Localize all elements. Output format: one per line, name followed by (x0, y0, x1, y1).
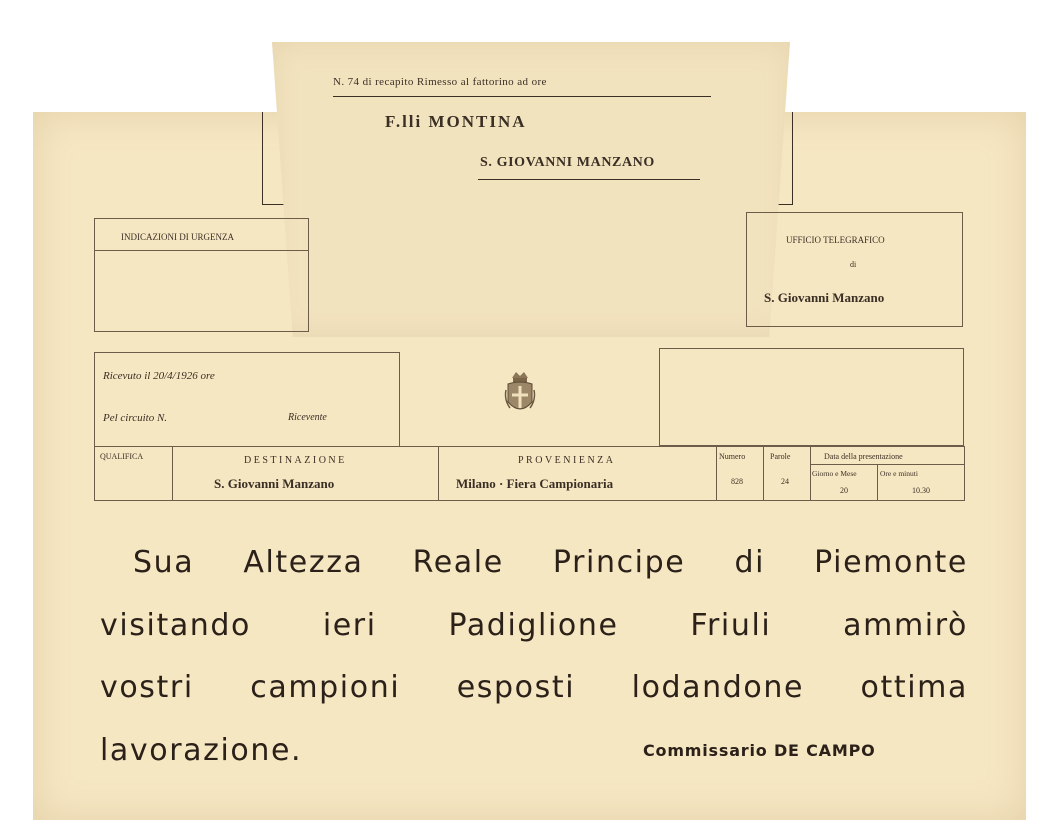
message-line-2: visitando ieri Padiglione Friuli ammirò (100, 608, 968, 643)
receiver-line: Ricevente (288, 412, 327, 423)
blank-box (659, 348, 964, 446)
office-di: di (850, 260, 857, 269)
office-place: S. Giovanni Manzano (764, 290, 885, 305)
sender-underline (478, 179, 700, 180)
received-line: Ricevuto il 20/4/1926 ore (103, 370, 215, 382)
message-line-4: lavorazione. (100, 733, 303, 768)
parole-label: Parole (770, 452, 791, 461)
provenienza-value: Milano · Fiera Campionaria (456, 476, 614, 491)
office-label: UFFICIO TELEGRAFICO (786, 235, 885, 245)
receipt-box (94, 352, 400, 447)
office-box (746, 212, 963, 327)
envelope-right-edge (792, 112, 793, 204)
destinazione-label: DESTINAZIONE (244, 455, 347, 466)
message-line-3: vostri campioni esposti lodandone ottima (100, 670, 968, 705)
sender-place: S. GIOVANNI MANZANO (480, 155, 655, 170)
crest-icon (504, 368, 536, 420)
parole-value: 24 (781, 477, 789, 486)
numero-value: 828 (731, 477, 743, 486)
envelope-left-edge (262, 112, 263, 204)
circuit-line: Pel circuito N. (103, 412, 168, 424)
provenienza-label: PROVENIENZA (518, 455, 616, 466)
sender-name: F.lli MONTINA (385, 112, 527, 131)
numero-label: Numero (719, 452, 746, 461)
ore-label: Ore e minuti (880, 469, 918, 478)
recapito-line: N. 74 di recapito Rimesso al fattorino ad ore (333, 76, 547, 88)
qualifica-label: QUALIFICA (100, 452, 144, 461)
data-label: Data della presentazione (824, 452, 903, 461)
destinazione-value: S. Giovanni Manzano (214, 476, 335, 491)
signature: Commissario DE CAMPO (643, 741, 876, 760)
giorno-label: Giorno e Mese (812, 469, 857, 478)
message-line-1: Sua Altezza Reale Principe di Piemonte (133, 545, 968, 580)
recapito-underline (333, 96, 711, 97)
urgency-label: INDICAZIONI DI URGENZA (121, 232, 234, 242)
ore-value: 10.30 (912, 486, 930, 495)
giorno-value: 20 (840, 486, 848, 495)
